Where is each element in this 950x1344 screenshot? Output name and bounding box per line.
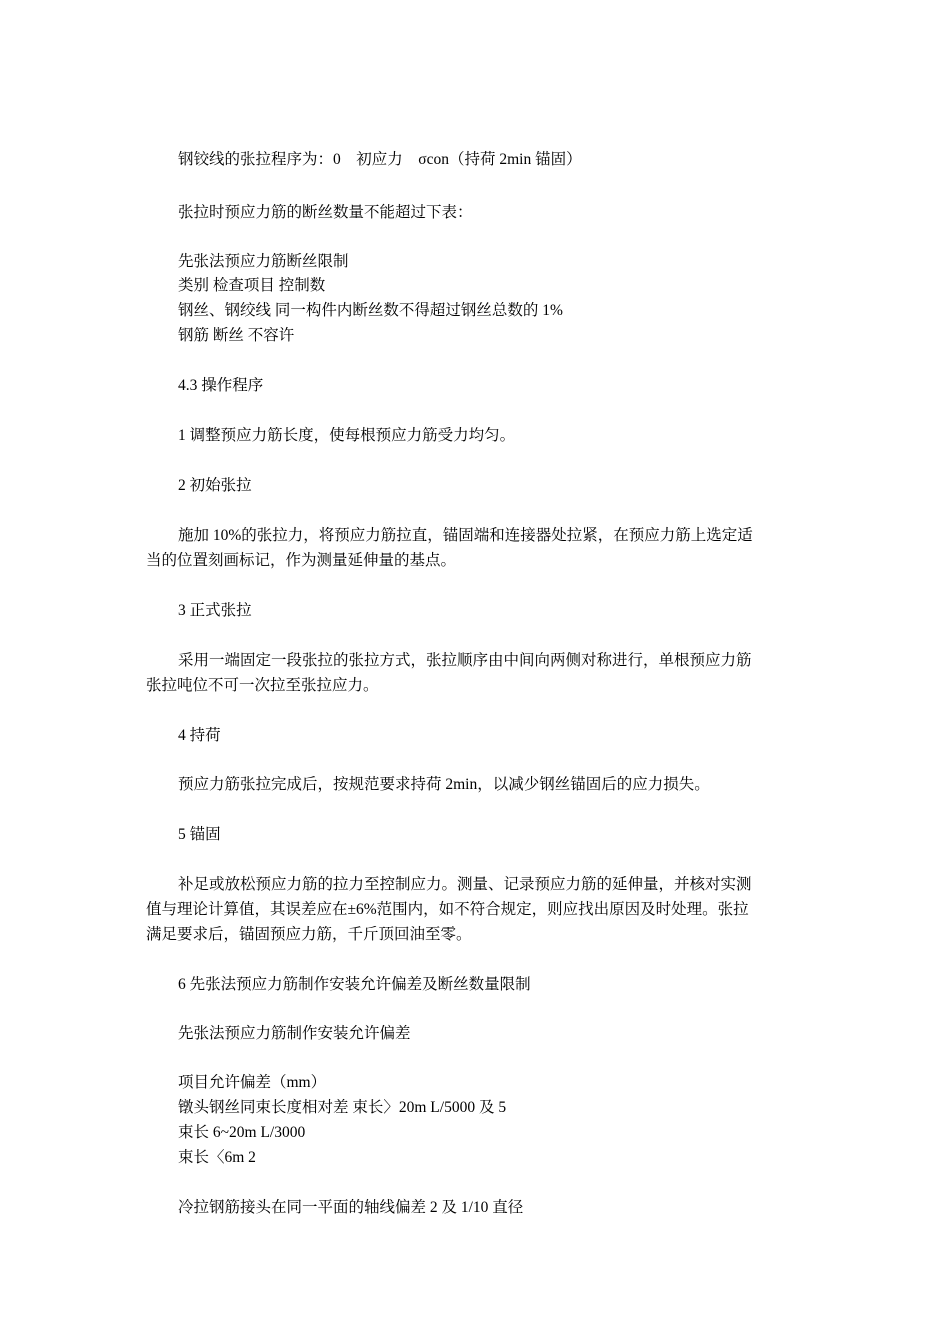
step-3-heading: 3 正式张拉 [178, 602, 252, 619]
table-header-row: 类别 检查项目 控制数 [178, 277, 326, 294]
paragraph-formal-tension-line-1: 采用一端固定一段张拉的张拉方式，张拉顺序由中间向两侧对称进行，单根预应力筋 [178, 652, 752, 669]
step-5-heading: 5 锚固 [178, 826, 221, 843]
step-4-heading: 4 持荷 [178, 727, 221, 744]
table-row: 镦头钢丝同束长度相对差 束长〉20m L/5000 及 5 [178, 1099, 507, 1116]
table-row: 束长〈6m 2 [178, 1149, 256, 1166]
paragraph-initial-tension-line-1: 施加 10%的张拉力，将预应力筋拉直，锚固端和连接器处拉紧，在预应力筋上选定适 [178, 527, 753, 544]
paragraph-anchoring-line-3: 满足要求后，锚固预应力筋，千斤顶回油至零。 [146, 926, 472, 943]
step-6-heading: 6 先张法预应力筋制作安装允许偏差及断丝数量限制 [178, 976, 531, 993]
table-row: 冷拉钢筋接头在同一平面的轴线偏差 2 及 1/10 直径 [178, 1199, 524, 1216]
section-heading-operation-procedure: 4.3 操作程序 [178, 377, 264, 394]
paragraph-tensioning-procedure: 钢铰线的张拉程序为：0 初应力 σcon（持荷 2min 锚固） [178, 151, 582, 168]
paragraph-initial-tension-line-2: 当的位置刻画标记，作为测量延伸量的基点。 [146, 552, 457, 569]
table-header-row: 项目允许偏差（mm） [178, 1074, 327, 1091]
paragraph-broken-wire-intro: 张拉时预应力筋的断丝数量不能超过下表： [178, 204, 473, 221]
paragraph-anchoring-line-2: 值与理论计算值，其误差应在±6%范围内，如不符合规定，则应找出原因及时处理。张拉 [146, 901, 749, 918]
step-1-adjust-length: 1 调整预应力筋长度，使每根预应力筋受力均匀。 [178, 427, 516, 444]
paragraph-anchoring-line-1: 补足或放松预应力筋的拉力至控制应力。测量、记录预应力筋的延伸量，并核对实测 [178, 876, 752, 893]
step-2-heading: 2 初始张拉 [178, 477, 252, 494]
table-title-broken-wire-limit: 先张法预应力筋断丝限制 [178, 253, 349, 270]
table-row: 钢筋 断丝 不容许 [178, 327, 295, 344]
table-row: 束长 6~20m L/3000 [178, 1124, 306, 1141]
paragraph-formal-tension-line-2: 张拉吨位不可一次拉至张拉应力。 [146, 677, 379, 694]
table-title-tolerance: 先张法预应力筋制作安装允许偏差 [178, 1025, 411, 1042]
table-row: 钢丝、钢绞线 同一构件内断丝数不得超过钢丝总数的 1% [178, 302, 563, 319]
paragraph-hold-load: 预应力筋张拉完成后，按规范要求持荷 2min，以减少钢丝锚固后的应力损失。 [178, 776, 710, 793]
